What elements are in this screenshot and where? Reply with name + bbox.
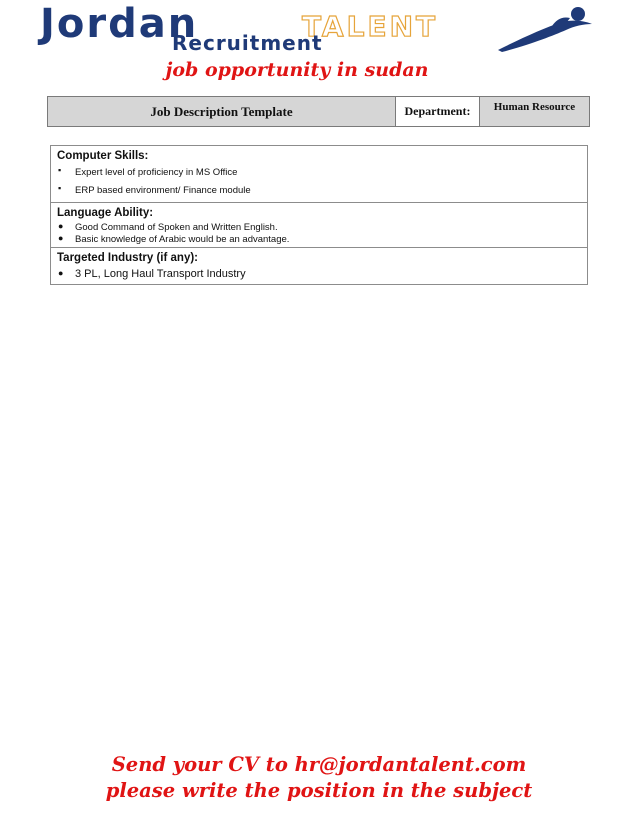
language-text: Good Command of Spoken and Written English. (75, 222, 278, 233)
list-item (57, 221, 581, 233)
footer-line-subject: please write the position in the subject (105, 779, 533, 802)
targeted-industry-list (57, 266, 581, 282)
list-item (57, 164, 581, 182)
logo-word-recruitment: Recruitment (172, 31, 323, 55)
language-ability-list (57, 221, 581, 245)
dot-bullet-icon: ● (58, 233, 64, 243)
targeted-industry-title: Targeted Industry (if any): (57, 252, 198, 264)
list-item (57, 266, 581, 282)
company-logo (40, 1, 600, 56)
square-bullet-icon: ▪ (58, 183, 62, 193)
language-ability-title: Language Ability: (57, 207, 154, 219)
square-bullet-icon: ▪ (58, 165, 62, 175)
department-value: Human Resource (480, 96, 590, 127)
skill-text: Expert level of proficiency in MS Office (75, 167, 238, 178)
computer-skills-title: Computer Skills: (57, 150, 149, 162)
computer-skills-section (51, 146, 587, 203)
logo-word-talent: TALENT (302, 10, 439, 43)
department-label: Department: (395, 96, 480, 127)
list-item (57, 233, 581, 245)
language-ability-section (51, 203, 587, 248)
job-opportunity-headline: job opportunity in sudan (165, 59, 429, 81)
running-figure-icon (492, 4, 600, 54)
skill-text: ERP based environment/ Finance module (75, 185, 251, 196)
targeted-industry-section (51, 248, 587, 284)
job-header-table (47, 96, 590, 127)
logo-word-jordan: Jordan (40, 1, 199, 47)
dot-bullet-icon: ● (58, 268, 64, 278)
job-details-table (50, 145, 588, 285)
list-item (57, 182, 581, 200)
template-title: Job Description Template (47, 96, 395, 127)
computer-skills-list (57, 164, 581, 200)
dot-bullet-icon: ● (58, 221, 64, 231)
cv-submission-footer (0, 752, 638, 804)
footer-line-email: Send your CV to hr@jordantalent.com (111, 753, 527, 776)
language-text: Basic knowledge of Arabic would be an advantage. (75, 234, 290, 245)
industry-text: 3 PL, Long Haul Transport Industry (75, 268, 246, 280)
